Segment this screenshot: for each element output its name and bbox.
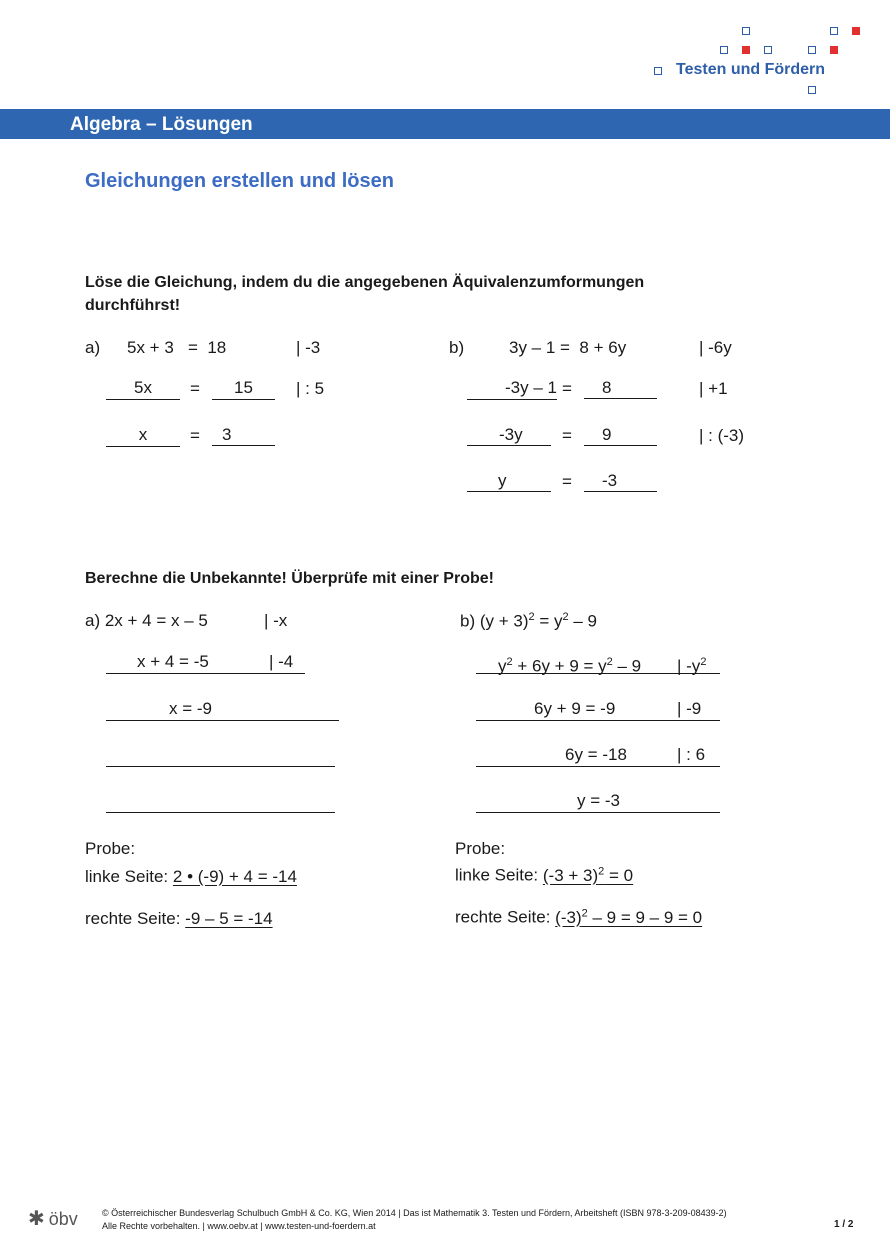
band-title: Algebra – Lösungen [70,114,253,135]
task1a-operation: | -3 [296,338,321,357]
logo-square-icon [852,27,860,35]
logo-square-icon [830,27,838,35]
step-operation: | : 6 [677,745,706,764]
page-number: 1 / 2 [834,1219,854,1230]
answer-line [106,698,339,721]
answer-field: y [467,470,551,492]
task1b-equation: 3y – 1 = 8 + 6y [509,338,627,357]
step-text: x = -9 [169,699,212,718]
step-text: $y^2 + 6y + 9 = y^2 - 9$ [498,656,642,676]
task2a-operation: | -x [264,611,288,630]
task1a-operation: | : 5 [296,379,325,398]
logo-square-icon [720,46,728,54]
logo-square-icon [764,46,772,54]
task1b-operation: | +1 [699,379,728,398]
logo-square-icon [742,46,750,54]
answer-field: -3y – 1 [467,377,557,400]
step-operation: | -9 [677,699,702,718]
answer-field: 8 [584,377,657,399]
logo-square-icon [742,27,750,35]
answer-field: x [106,424,180,447]
probe-a-right: rechte Seite: -9 – 5 = -14 [85,909,273,928]
equals-sign: = [562,426,572,445]
task1-instruction-cont: durchführst! [85,297,181,314]
task1b-label: b) [449,338,465,357]
probe-b-title: Probe: [455,839,506,858]
answer-field: -3y [467,424,551,446]
footer-copyright: © Österreichischer Bundesverlag Schulbuch GmbH & Co. KG, Wien 2014 | Das ist Mathematik 3. Testen und Fördern, Arbeitsheft (ISBN 978-3-209-08439-2) [102,1208,727,1218]
task2b-equation: b) $(y + 3)^2 = y^2 - 9$ [460,611,597,631]
task1b-operation: | -6y [699,338,732,357]
step-operation: | $-y^2$ [677,656,707,676]
logo-square-icon [808,46,816,54]
task1a-label: a) [85,338,101,357]
logo-square-icon [654,67,662,75]
asterisk-icon: ✱ [28,1208,45,1230]
task2-instruction: Berechne die Unbekannte! Überprüfe mit einer Probe! [85,570,494,587]
equals-sign: = [562,379,572,398]
step-operation: | -4 [269,652,294,671]
step-text: y = -3 [577,791,620,810]
footer-rights: Alle Rechte vorbehalten. | www.oebv.at | www.testen-und-foerdern.at [102,1221,376,1231]
page-subtitle: Gleichungen erstellen und lösen [85,170,394,192]
step-text: 6y + 9 = -9 [534,699,616,718]
equals-sign: = [190,426,200,445]
probe-a-title: Probe: [85,839,136,858]
answer-line [476,744,720,767]
logo-text: Testen und Fördern [676,61,826,78]
probe-b-right: rechte Seite: $(-3)^2 - 9 = 9 - 9 = 0$ [455,907,703,927]
answer-line [476,651,720,674]
task1-instruction: Löse die Gleichung, indem du die angegebenen Äquivalenzumformungen [85,274,645,291]
answer-line [476,790,720,813]
equals-sign: = [562,472,572,491]
step-text: x + 4 = -5 [137,652,209,671]
answer-line [476,698,720,721]
probe-a-left: linke Seite: 2 • (-9) + 4 = -14 [85,867,297,886]
step-text: 6y = -18 [565,745,627,764]
task1b-operation: | : (-3) [699,426,745,445]
answer-field: 5x [106,377,180,400]
answer-line [106,790,335,813]
answer-field: -3 [584,470,657,492]
answer-line [106,744,335,767]
answer-line [106,651,305,674]
answer-field: 15 [212,377,275,400]
task1a-equation: 5x + 3 = 18 [127,338,227,357]
answer-field: 9 [584,424,657,446]
publisher-logo: ✱ öbv [28,1208,78,1230]
equals-sign: = [190,379,200,398]
answer-field: 3 [212,424,275,446]
task2a-equation: a) 2x + 4 = x – 5 [85,611,208,630]
logo-square-icon [830,46,838,54]
probe-b-left: linke Seite: $(-3 + 3)^2 = 0$ [455,865,634,885]
logo-square-icon [808,86,816,94]
